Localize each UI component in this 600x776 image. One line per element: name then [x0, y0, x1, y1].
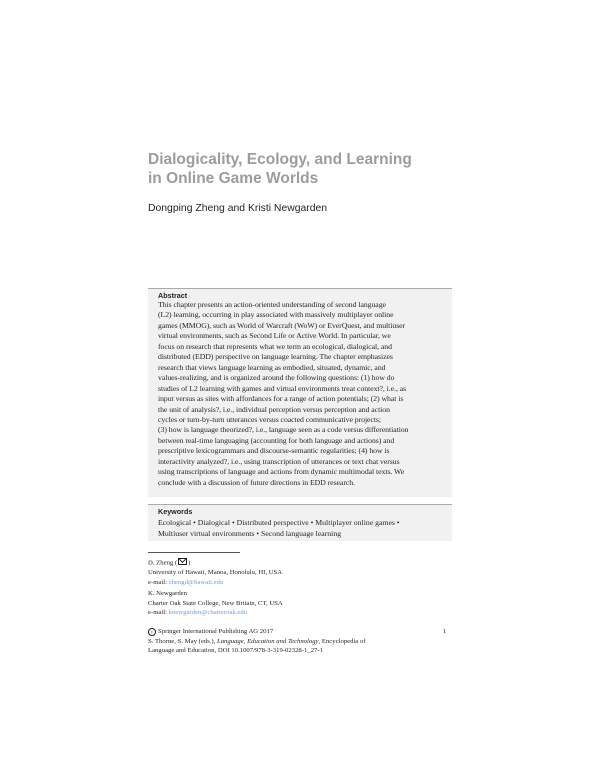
copyright-icon: c	[148, 628, 156, 636]
abstract-line: studies of L2 learning with games and virtual environments treat context?, i.e., as	[158, 383, 407, 393]
keywords-heading: Keywords	[158, 507, 193, 516]
page-number: 1	[443, 628, 447, 635]
institution: Charter Oak State College, New Britain, CT, USA	[148, 599, 283, 607]
abstract-line: virtual environments, such as Second Life or Active World. In particular, we	[158, 331, 391, 341]
abstract-line: focus on research that represents what we term an ecological, dialogical, and	[158, 341, 392, 351]
book-title: Language, Education and Technology	[216, 637, 319, 645]
abstract-line: (3) how is language theorized?, i.e., language seen as a code versus differentiation	[158, 425, 409, 435]
keywords-box	[148, 504, 452, 541]
footnote-divider	[148, 552, 240, 553]
abstract-line: using transcriptions of language and actions from dynamic multimodal texts. We	[158, 467, 405, 477]
keywords-text	[158, 518, 450, 539]
envelope-icon	[178, 558, 187, 565]
abstract-line: (L2) learning, occurring in play associated with massively multiplayer online	[158, 310, 394, 320]
abstract-line: input versus as sites with affordances for a range of action potentials; (2) what is	[158, 394, 404, 404]
affiliation-zheng: D. Zheng ( ) University of Hawaii, Manoa, Honolulu, HI, USA e-mail: zhengd@hawaii.edu	[148, 559, 283, 586]
abstract-heading: Abstract	[158, 291, 188, 300]
abstract-box	[148, 288, 452, 497]
abstract-line: prescriptive lexicogrammars and discourse-semantic regularities; (4) how is	[158, 446, 390, 456]
author-name: K. Newgarden	[148, 590, 187, 597]
abstract-line: conclude with a discussion of future directions in EDD research.	[158, 477, 355, 487]
abstract-line: cycles or turn-by-turn utterances versus coacted communicative projects;	[158, 414, 382, 424]
publisher: Springer International Publishing AG 2017	[158, 628, 274, 635]
institution: University of Hawaii, Manoa, Honolulu, HI, USA	[148, 569, 283, 576]
abstract-text	[158, 300, 449, 488]
abstract-line: research that views language learning as embodied, situated, dynamic, and	[158, 362, 386, 372]
series: , Encyclopedia of	[318, 637, 366, 645]
abstract-line: between real-time languaging (accounting for both language and actions) and	[158, 435, 395, 445]
editors: S. Thorne, S. May (eds.),	[148, 637, 216, 645]
abstract-line: games (MMOG), such as World of Warcraft (WoW) or EverQuest, and multiuser	[158, 320, 406, 330]
authors: Dongping Zheng and Kristi Newgarden	[148, 203, 328, 214]
doi-line: Language and Education, DOI 10.1007/978-3-319-02328-1_27-1	[148, 647, 323, 655]
abstract-line: values-realizing, and is organized around the following questions: (1) how do	[158, 373, 395, 383]
copyright-block	[148, 627, 440, 656]
chapter-title	[148, 150, 448, 188]
chapter-title-line2: in Online Game Worlds	[148, 170, 319, 187]
abstract-line: the unit of analysis?, i.e., individual perception versus perception and action	[158, 404, 390, 414]
abstract-line: distributed (EDD) perspective on language learning. The chapter emphasizes	[158, 352, 393, 362]
email-label: e-mail:	[148, 578, 167, 586]
keywords-line: Ecological • Dialogical • Distributed perspective • Multiplayer online games •	[158, 518, 400, 527]
author-name: D. Zheng	[148, 559, 174, 567]
affiliation-newgarden	[148, 589, 448, 618]
email-link[interactable]: zhengd@hawaii.edu	[168, 578, 224, 586]
chapter-title-line1: Dialogicality, Ecology, and Learning	[148, 151, 412, 168]
email-link[interactable]: knewgarden@charteroak.edu	[168, 609, 248, 616]
abstract-line: This chapter presents an action-oriented understanding of second language	[158, 300, 386, 309]
keywords-line: Multiuser virtual environments • Second language learning	[158, 528, 342, 538]
abstract-line: interactivity analyzed?, i.e., using transcription of utterances or text chat versus	[158, 456, 400, 466]
email-label: e-mail:	[148, 609, 167, 616]
